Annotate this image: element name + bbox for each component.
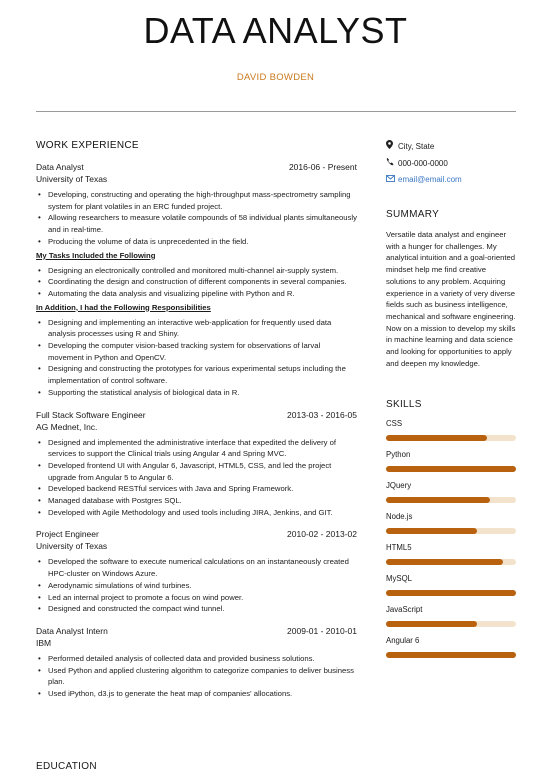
skill-name: HTML5 bbox=[386, 543, 412, 553]
bullet-item: • Designing an electronically controlled and monitored multi-channel air-supply system. bbox=[36, 265, 357, 277]
bullet-item: • Designing and constructing the prototypes for various experimental setups including the implementation of control software. bbox=[36, 363, 357, 386]
job-bullets bbox=[36, 265, 357, 300]
skill-name: Angular 6 bbox=[386, 636, 420, 646]
job-title: Data Analyst Intern bbox=[36, 625, 108, 636]
job-dates: 2016-06 - Present bbox=[288, 162, 357, 172]
skill-bar bbox=[386, 466, 516, 472]
job-company: AG Mednet, Inc. bbox=[36, 421, 98, 432]
job-entry bbox=[36, 409, 357, 519]
contact-location bbox=[386, 140, 516, 152]
page-title: DATA ANALYST bbox=[143, 10, 408, 51]
job-bullets bbox=[36, 653, 357, 700]
map-pin-icon bbox=[386, 140, 398, 152]
skill-item bbox=[386, 543, 516, 565]
bullet-item: • Led an internal project to promote a focus on wind power. bbox=[36, 592, 357, 604]
bullet-item: • Used Python and applied clustering algorithm to categorize companies to deliver business plan. bbox=[36, 665, 357, 688]
contact-email[interactable] bbox=[386, 174, 516, 185]
job-dates: 2013-03 - 2016-05 bbox=[287, 409, 357, 420]
skill-bar-fill bbox=[386, 528, 477, 534]
skills-heading: SKILLS bbox=[386, 399, 422, 411]
skill-name: MySQL bbox=[386, 574, 412, 584]
skill-bar bbox=[386, 590, 516, 596]
bullet-item: • Developed frontend UI with Angular 6, Javascript, HTML5, CSS, and led the project upgrade from Angular 5 to Angular 6. bbox=[36, 460, 357, 483]
bullet-item: • Used iPython, d3.js to generate the heat map of companies' allocations. bbox=[36, 688, 357, 700]
bullet-item: • Designed and implemented the administrative interface that expedited the delivery of services to support the Clinical trials using Angular 4 and Spring MVC. bbox=[36, 437, 357, 460]
education-heading: EDUCATION bbox=[36, 761, 97, 772]
bullet-item: • Managed database with Postgres SQL. bbox=[36, 495, 357, 507]
job-title: Full Stack Software Engineer bbox=[36, 409, 146, 420]
envelope-icon bbox=[386, 174, 398, 185]
bullet-item: • Aerodynamic simulations of wind turbines. bbox=[36, 580, 357, 592]
skill-item bbox=[386, 450, 516, 472]
bullet-item: • Developing the computer vision-based tracking system for observations of larval movement in Python and OpenCV. bbox=[36, 340, 357, 363]
contact-phone bbox=[386, 158, 516, 169]
job-subheading: My Tasks Included the Following bbox=[36, 250, 156, 260]
bullet-item: • Developed the software to execute numerical calculations on an instantaneously created HPC-cluster on Windows Azure. bbox=[36, 556, 357, 579]
skill-bar-fill bbox=[386, 559, 503, 565]
bullet-item: • Designing and implementing an interactive web-application for frequently used data analysis processes using R and Shiny. bbox=[36, 317, 357, 340]
job-entry bbox=[36, 528, 357, 615]
skill-bar-fill bbox=[386, 435, 487, 441]
bullet-item: • Developed backend RESTful services with Java and Spring Framework. bbox=[36, 483, 357, 495]
skill-bar bbox=[386, 559, 516, 565]
skill-bar-fill bbox=[386, 466, 516, 472]
skill-item bbox=[386, 481, 516, 503]
job-title: Project Engineer bbox=[36, 529, 99, 540]
skill-bar bbox=[386, 435, 516, 441]
bullet-item: • Automating the data analysis and visualizing pipeline with Python and R. bbox=[36, 288, 357, 300]
sidebar bbox=[386, 140, 516, 658]
job-bullets bbox=[36, 189, 357, 248]
email-link[interactable]: email@email.com bbox=[398, 175, 462, 184]
bullet-item: • Designed and constructed the compact wind tunnel. bbox=[36, 603, 357, 615]
skill-bar-fill bbox=[386, 652, 516, 658]
bullet-item: • Developing, constructing and operating the high-throughput mass-spectrometry sampling system for plant volatiles in an ERC funded project. bbox=[36, 189, 357, 212]
summary-text: Versatile data analyst and engineer with a hunger for challenges. My analytical intuition and a goal-oriented mindset help me find creative solutions to any problem. Acquiring experience in a variety of very diverse fields such as business intelligence, mechanical and software engineering. Now on a mission to develop my skills in machine learning and data science and looking for opportunities to apply and deepen my knowledge. bbox=[386, 230, 516, 368]
bullet-item: • Allowing researchers to measure volatile compounds of 58 individual plants simultaneously and in real-time. bbox=[36, 212, 357, 235]
skill-name: CSS bbox=[386, 419, 403, 429]
job-dates: 2009-01 - 2010-01 bbox=[287, 625, 357, 636]
bullet-item: • Performed detailed analysis of collected data and provided business solutions. bbox=[36, 653, 357, 665]
skill-name: JQuery bbox=[386, 481, 412, 491]
phone-icon bbox=[386, 158, 398, 169]
skill-bar-fill bbox=[386, 497, 490, 503]
skill-bar-fill bbox=[386, 590, 516, 596]
skill-item bbox=[386, 636, 516, 658]
skill-item bbox=[386, 574, 516, 596]
skill-bar bbox=[386, 528, 516, 534]
job-title: Data Analyst bbox=[36, 162, 84, 172]
bullet-item: • Producing the volume of data is unprecedented in the field. bbox=[36, 236, 357, 248]
skill-bar bbox=[386, 497, 516, 503]
skill-name: JavaScript bbox=[386, 605, 423, 615]
skill-bar bbox=[386, 621, 516, 627]
job-entry bbox=[36, 625, 357, 700]
work-experience-heading: WORK EXPERIENCE bbox=[36, 140, 139, 151]
skill-bar bbox=[386, 652, 516, 658]
job-company: IBM bbox=[36, 637, 52, 648]
job-bullets bbox=[36, 437, 357, 519]
location-text: City, State bbox=[398, 141, 435, 151]
summary-heading: SUMMARY bbox=[386, 209, 440, 220]
job-company: University of Texas bbox=[36, 174, 108, 184]
job-bullets bbox=[36, 317, 357, 399]
skill-item bbox=[386, 512, 516, 534]
job-bullets bbox=[36, 556, 357, 615]
skill-item bbox=[386, 605, 516, 627]
main-column bbox=[36, 140, 357, 700]
skill-item bbox=[386, 419, 516, 441]
job-subheading: In Addition, I had the Following Responsibilities bbox=[36, 302, 211, 312]
candidate-name: DAVID BOWDEN bbox=[236, 72, 315, 83]
skill-name: Node.js bbox=[386, 512, 413, 522]
bullet-item: • Developed with Agile Methodology and used tools including JIRA, Jenkins, and GIT. bbox=[36, 507, 357, 519]
skills-list bbox=[386, 419, 516, 658]
skill-bar-fill bbox=[386, 621, 477, 627]
job-company: University of Texas bbox=[36, 541, 108, 552]
phone-text: 000-000-0000 bbox=[398, 158, 448, 168]
job-entry bbox=[36, 161, 357, 399]
skill-name: Python bbox=[386, 450, 411, 460]
job-dates: 2010-02 - 2013-02 bbox=[287, 529, 357, 540]
header-divider bbox=[36, 111, 516, 112]
bullet-item: • Supporting the statistical analysis of biological data in R. bbox=[36, 387, 357, 399]
bullet-item: • Coordinating the design and construction of different components in several companies. bbox=[36, 276, 357, 288]
